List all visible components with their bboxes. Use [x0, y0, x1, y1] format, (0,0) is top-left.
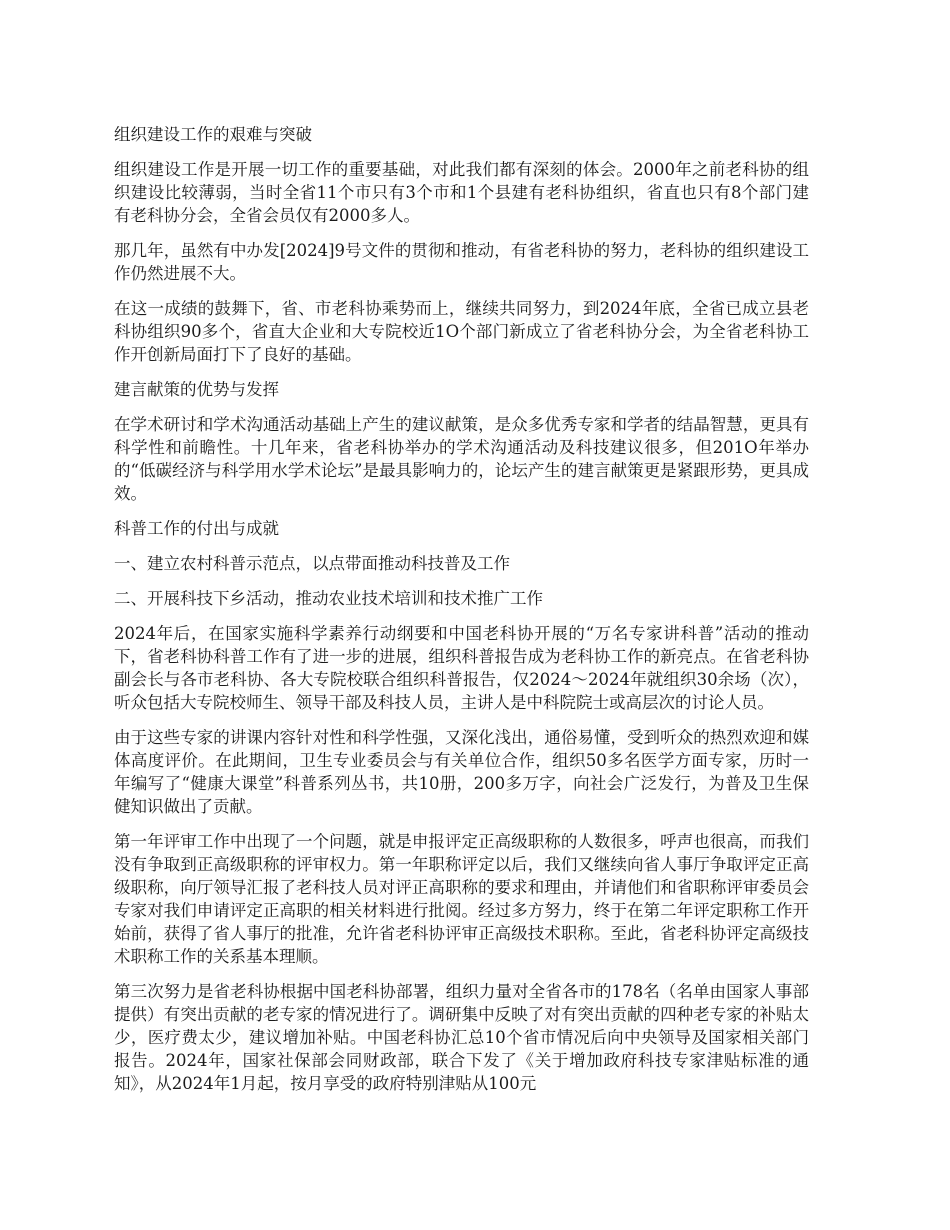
paragraph: 在这一成绩的鼓舞下，省、市老科协乘势而上，继续共同努力，到2024年底，全省已成立县老科协组织90多个，省直大企业和大专院校近1O个部门新成立了省老科协分会，为全省老科协工作开创新局面打下了良好的基础。 [114, 299, 809, 364]
paragraph: 在学术研讨和学术沟通活动基础上产生的建议献策，是众多优秀专家和学者的结晶智慧，更具有科学性和前瞻性。十几年来，省老科协举办的学术沟通活动及科技建议很多，但201O年举办的“低碳经济与科学用水学术论坛”是最具影响力的，论坛产生的建言献策更是紧跟形势，更具成效。 [114, 415, 809, 503]
paragraph: 由于这些专家的讲课内容针对性和科学性强，又深化浅出，通俗易懂，受到听众的热烈欢迎和媒体高度评价。在此期间，卫生专业委员会与有关单位合作，组织50多名医学方面专家，历时一年编写了“健康大课堂”科普系列丛书，共10册，200多万字，向社会广泛发行，为普及卫生保健知识做出了贡献。 [114, 728, 809, 816]
section-heading-organization: 组织建设工作的艰难与突破 [114, 125, 312, 144]
paragraph: 第一年评审工作中出现了一个问题，就是申报评定正高级职称的人数很多，呼声也很高，而我们没有争取到正高级职称的评审权力。第一年职称评定以后，我们又继续向省人事厅争取评定正高级职称，向厅领导汇报了老科技人员对评正高职称的要求和理由，并请他们和省职称评审委员会专家对我们申请评定正高职的相关材料进行批阅。经过多方努力，终于在第二年评定职称工作开始前，获得了省人事厅的批准，允许省老科协评审正高级技术职称。至此，省老科协评定高级技术职称工作的关系基本理顺。 [114, 832, 809, 966]
document-body [114, 123, 809, 1107]
paragraph: 那几年，虽然有中办发[2024]9号文件的贯彻和推动，有省老科协的努力，老科协的组织建设工作仍然进展不大。 [114, 241, 809, 283]
paragraph: 2024年后，在国家实施科学素养行动纲要和中国老科协开展的“万名专家讲科普”活动的推动下，省老科协科普工作有了进一步的进展，组织科普报告成为老科协工作的新亮点。在省老科协副会长与各市老科协、各大专院校联合组织科普报告，仅2024～2024年就组织30余场（次），听众包括大专院校师生、领导干部及科技人员，主讲人是中科院院士或高层次的讨论人员。 [114, 624, 809, 712]
paragraph: 第三次努力是省老科协根据中国老科协部署，组织力量对全省各市的178名（名单由国家人事部提供）有突出贡献的老专家的情况进行了。调研集中反映了对有突出贡献的四种老专家的补贴太少，医疗费太少，建议增加补贴。中国老科协汇总10个省市情况后向中央领导及国家相关部门报告。2024年，国家社保部会同财政部，联合下发了《关于增加政府科技专家津贴标准的通知》，从2024年1月起，按月享受的政府特别津贴从100元 [114, 982, 809, 1093]
paragraph: 组织建设工作是开展一切工作的重要基础，对此我们都有深刻的体会。2000年之前老科协的组织建设比较薄弱，当时全省11个市只有3个市和1个县建有老科协组织，省直也只有8个部门建有老科协分会，全省会员仅有2000多人。 [114, 160, 809, 225]
list-item-heading: 二、开展科技下乡活动，推动农业技术培训和技术推广工作 [114, 589, 543, 608]
section-heading-advice: 建言献策的优势与发挥 [114, 380, 279, 399]
list-item-heading: 一、建立农村科普示范点，以点带面推动科技普及工作 [114, 554, 510, 573]
section-heading-science-popularization: 科普工作的付出与成就 [114, 519, 279, 538]
